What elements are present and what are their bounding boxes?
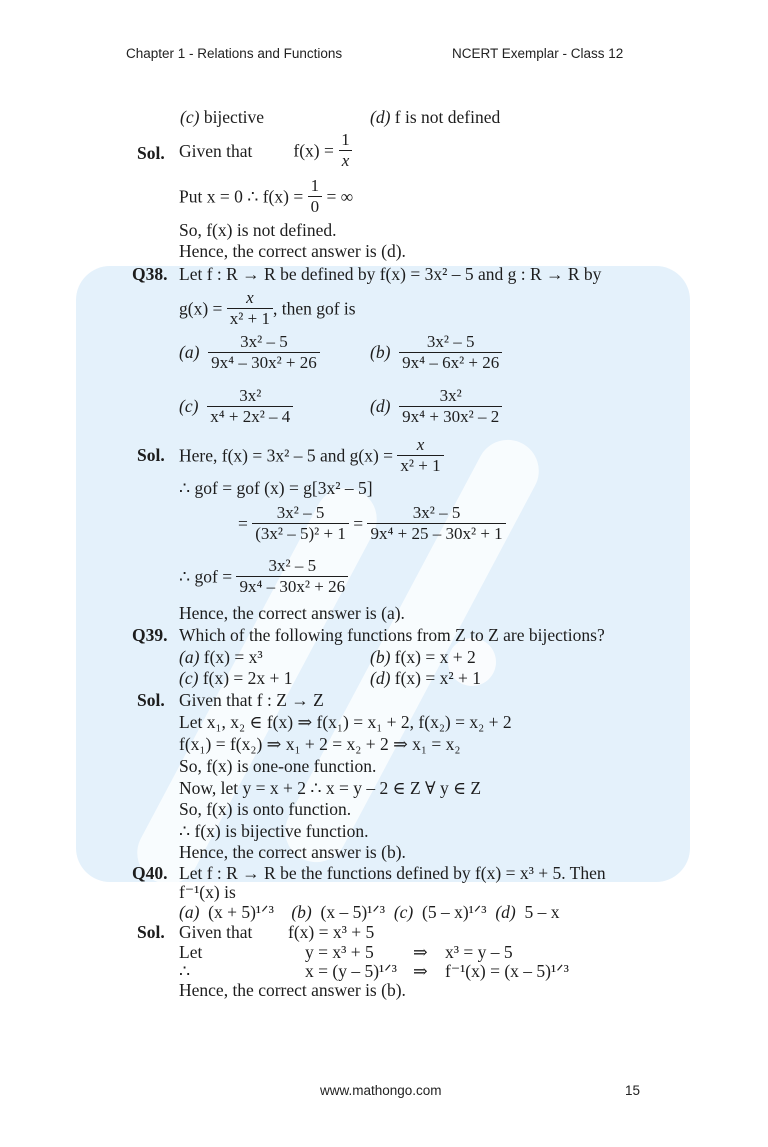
q40-options: (a) (x + 5)¹ᐟ³ (b) (x – 5)¹ᐟ³ (c) (5 – x)¹ᐟ³ (d) 5 – x [179, 902, 560, 922]
page-number: 15 [625, 1083, 641, 1098]
q37-sol-line3: So, f(x) is not defined. [179, 220, 337, 240]
q39-sol-line: Given that f : Z → Z [179, 690, 324, 710]
q39-label: Q39. [132, 625, 168, 645]
q40-sol-row-arrow: ⇒ [413, 961, 428, 981]
q38-option-c: (c) $\frac{\text{3x²}}{\text{x⁴ + 2x² – 4}}$ [179, 386, 293, 427]
q39-option-b: (b) f(x) = x + 2 [370, 647, 476, 667]
q40-stem: Let f : R → R be the functions defined by f(x) = x³ + 5. Then [179, 863, 606, 883]
q40-stem-line2: f⁻¹(x) is [179, 882, 236, 902]
q38-sol-line3: = $\frac{\text{3x² – 5}}{\text{(3x² – 5)² + 1}}$ = $\frac{\text{3x² – 5}}{\text{9x⁴ + 25 – 30x² + 1}}$ [238, 503, 506, 544]
q39-sol-line: Let x₁, x₂ ∈ f(x) ⇒ f(x₁) = x₁ + 2, f(x₂) = x₂ + 2 [179, 712, 512, 732]
q37-sol-line4: Hence, the correct answer is (d). [179, 241, 406, 261]
q40-sol-row-left: Let [179, 942, 203, 962]
q38-sol-line2: ∴ gof = gof (x) = g[3x² – 5] [179, 478, 373, 498]
q39-stem: Which of the following functions from Z to Z are bijections? [179, 625, 605, 645]
q40-sol-row-mid: f(x) = x³ + 5 [288, 922, 375, 942]
footer-website-link[interactable]: www.mathongo.com [320, 1083, 442, 1098]
q40-sol-row-right: f⁻¹(x) = (x – 5)¹ᐟ³ [445, 961, 569, 981]
q39-option-c: (c) f(x) = 2x + 1 [179, 668, 293, 688]
q40-sol-row-mid: y = x³ + 5 [305, 942, 374, 962]
q40-label: Q40. [132, 863, 168, 883]
q38-option-d: (d) $\frac{\text{3x²}}{\text{9x⁴ + 30x² – 2}}$ [370, 386, 502, 427]
q38-sol-line5: Hence, the correct answer is (a). [179, 603, 405, 623]
q38-option-a: (a) $\frac{\text{3x² – 5}}{\text{9x⁴ – 30x² + 26}}$ [179, 332, 320, 373]
q39-sol-line: Hence, the correct answer is (b). [179, 842, 406, 862]
q37-sol-label: Sol. [137, 143, 165, 163]
q38-stem: Let f : R → R be defined by f(x) = 3x² – 5 and g : R → R by [179, 264, 602, 284]
q39-sol-line: f(x₁) = f(x₂) ⇒ x₁ + 2 = x₂ + 2 ⇒ x₁ = x₂ [179, 734, 461, 754]
q37-option-c: (c) bijective [180, 107, 265, 127]
q37-sol-line1: Given that f(x) = $\frac{1}{x}$ [179, 130, 353, 171]
q39-sol-label: Sol. [137, 690, 165, 710]
q39-sol-line: So, f(x) is one-one function. [179, 756, 377, 776]
header-book-title: NCERT Exemplar - Class 12 [452, 46, 624, 61]
q39-option-d: (d) f(x) = x² + 1 [370, 668, 481, 688]
q40-sol-row-arrow: ⇒ [413, 942, 428, 962]
q37-sol-line2: Put x = 0 ∴ f(x) = $\frac{1}{0}$ = ∞ [179, 176, 354, 216]
q40-sol-row-mid: x = (y – 5)¹ᐟ³ [305, 961, 397, 981]
q38-sol-line4: ∴ gof = $\frac{\text{3x² – 5}}{\text{9x⁴ – 30x² + 26}}$ [179, 556, 348, 597]
q40-sol-final: Hence, the correct answer is (b). [179, 980, 406, 1000]
q40-sol-row-left: ∴ [179, 961, 191, 981]
q38-option-b: (b) $\frac{\text{3x² – 5}}{\text{9x⁴ – 6x² + 26}}$ [370, 332, 502, 373]
q39-sol-line: So, f(x) is onto function. [179, 799, 352, 819]
q40-sol-row-right: x³ = y – 5 [445, 942, 513, 962]
q40-sol-row-left: Given that [179, 922, 253, 942]
q40-sol-label: Sol. [137, 922, 165, 942]
header-chapter-title: Chapter 1 - Relations and Functions [126, 46, 343, 61]
q38-stem-line2: g(x) = $\frac{x}{\text{x² + 1}}$ , then gof is [179, 288, 356, 328]
q38-sol-label: Sol. [137, 445, 165, 465]
q39-sol-line: Now, let y = x + 2 ∴ x = y – 2 ∈ Z ∀ y ∈ Z [179, 778, 482, 798]
q38-label: Q38. [132, 264, 168, 284]
q38-sol-line1: Here, f(x) = 3x² – 5 and g(x) = $\frac{x}{\text{x² + 1}}$ [179, 435, 444, 476]
q37-option-d: (d) f is not defined [370, 107, 501, 127]
q39-sol-line: ∴ f(x) is bijective function. [179, 821, 369, 841]
q39-option-a: (a) f(x) = x³ [179, 647, 263, 667]
